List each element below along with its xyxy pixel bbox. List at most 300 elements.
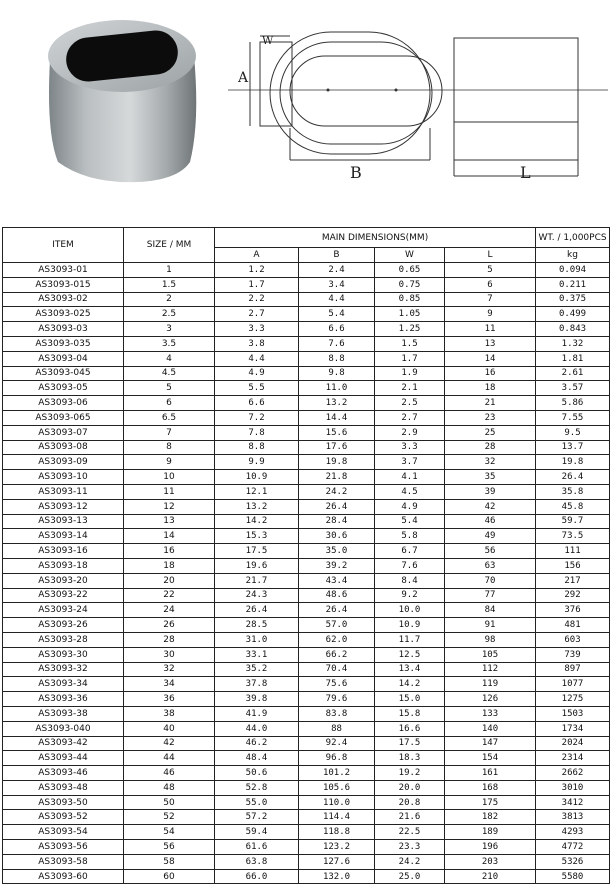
cell-size: 18 (124, 558, 215, 573)
cell-l: 49 (445, 529, 536, 544)
cell-weight: 13.7 (536, 440, 610, 455)
table-row (3, 366, 610, 381)
cell-l: 6 (445, 277, 536, 292)
cell-a: 1.7 (215, 277, 299, 292)
cell-size: 6.5 (124, 410, 215, 425)
table-row (3, 558, 610, 573)
cell-l: 91 (445, 618, 536, 633)
cell-w: 11.7 (375, 632, 445, 647)
cell-b: 8.8 (299, 351, 375, 366)
cell-l: 32 (445, 455, 536, 470)
header-weight: WT. / 1,000PCS (536, 228, 610, 248)
cell-item: AS3093-50 (3, 795, 124, 810)
label-a: A (238, 70, 249, 86)
cell-w: 18.3 (375, 751, 445, 766)
cell-weight: 3813 (536, 810, 610, 825)
cell-item: AS3093-14 (3, 529, 124, 544)
cell-weight: 0.499 (536, 307, 610, 322)
cell-item: AS3093-13 (3, 514, 124, 529)
cell-b: 24.2 (299, 484, 375, 499)
cell-size: 40 (124, 721, 215, 736)
cell-b: 105.6 (299, 780, 375, 795)
cell-w: 0.65 (375, 263, 445, 278)
cell-size: 22 (124, 588, 215, 603)
cell-a: 41.9 (215, 706, 299, 721)
cell-w: 2.1 (375, 381, 445, 396)
table-row (3, 780, 610, 795)
cell-b: 48.6 (299, 588, 375, 603)
cell-a: 19.6 (215, 558, 299, 573)
cell-weight: 19.8 (536, 455, 610, 470)
cell-l: 203 (445, 854, 536, 869)
table-row (3, 632, 610, 647)
cell-w: 0.85 (375, 292, 445, 307)
cell-size: 44 (124, 751, 215, 766)
cell-weight: 1.81 (536, 351, 610, 366)
cell-weight: 26.4 (536, 470, 610, 485)
table-row (3, 381, 610, 396)
cell-item: AS3093-045 (3, 366, 124, 381)
cell-b: 14.4 (299, 410, 375, 425)
cell-b: 5.4 (299, 307, 375, 322)
cell-item: AS3093-60 (3, 869, 124, 884)
cell-size: 38 (124, 706, 215, 721)
cell-b: 21.8 (299, 470, 375, 485)
cell-b: 57.0 (299, 618, 375, 633)
cell-l: 147 (445, 736, 536, 751)
cell-w: 20.0 (375, 780, 445, 795)
cell-l: 18 (445, 381, 536, 396)
cell-weight: 4772 (536, 840, 610, 855)
cell-a: 44.0 (215, 721, 299, 736)
cell-b: 7.6 (299, 336, 375, 351)
cell-a: 14.2 (215, 514, 299, 529)
table-row (3, 277, 610, 292)
cell-w: 0.75 (375, 277, 445, 292)
cell-w: 4.1 (375, 470, 445, 485)
table-row (3, 588, 610, 603)
cell-a: 50.6 (215, 766, 299, 781)
cell-w: 9.2 (375, 588, 445, 603)
cell-item: AS3093-18 (3, 558, 124, 573)
cell-a: 55.0 (215, 795, 299, 810)
cell-weight: 0.375 (536, 292, 610, 307)
header-unit: kg (536, 248, 610, 263)
cell-item: AS3093-24 (3, 603, 124, 618)
cell-weight: 2314 (536, 751, 610, 766)
cell-l: 42 (445, 499, 536, 514)
table-row (3, 692, 610, 707)
cell-a: 3.3 (215, 322, 299, 337)
cell-size: 8 (124, 440, 215, 455)
cell-item: AS3093-56 (3, 840, 124, 855)
cell-weight: 1077 (536, 677, 610, 692)
cell-a: 48.4 (215, 751, 299, 766)
cell-a: 8.8 (215, 440, 299, 455)
cell-l: 119 (445, 677, 536, 692)
cell-item: AS3093-025 (3, 307, 124, 322)
table-row (3, 840, 610, 855)
cell-b: 101.2 (299, 766, 375, 781)
table-row (3, 351, 610, 366)
cell-weight: 1503 (536, 706, 610, 721)
table-row (3, 514, 610, 529)
cell-w: 17.5 (375, 736, 445, 751)
cell-b: 66.2 (299, 647, 375, 662)
cell-weight: 217 (536, 573, 610, 588)
cell-b: 26.4 (299, 603, 375, 618)
cell-b: 88 (299, 721, 375, 736)
cell-b: 79.6 (299, 692, 375, 707)
table-row (3, 810, 610, 825)
cell-b: 75.6 (299, 677, 375, 692)
cell-w: 4.5 (375, 484, 445, 499)
header-b: B (299, 248, 375, 263)
cell-weight: 0.211 (536, 277, 610, 292)
table-row (3, 647, 610, 662)
table-row (3, 440, 610, 455)
cell-size: 9 (124, 455, 215, 470)
cell-a: 24.3 (215, 588, 299, 603)
cell-size: 32 (124, 662, 215, 677)
cell-l: 46 (445, 514, 536, 529)
cell-l: 189 (445, 825, 536, 840)
cell-weight: 1734 (536, 721, 610, 736)
cell-weight: 0.843 (536, 322, 610, 337)
table-row (3, 425, 610, 440)
drawing-outer-oval (270, 32, 430, 154)
cell-l: 11 (445, 322, 536, 337)
cell-l: 161 (445, 766, 536, 781)
table-row (3, 721, 610, 736)
cell-b: 39.2 (299, 558, 375, 573)
cell-w: 12.5 (375, 647, 445, 662)
cell-l: 21 (445, 396, 536, 411)
cell-a: 46.2 (215, 736, 299, 751)
cell-b: 30.6 (299, 529, 375, 544)
cell-a: 4.4 (215, 351, 299, 366)
cell-weight: 7.55 (536, 410, 610, 425)
cell-weight: 897 (536, 662, 610, 677)
cell-a: 2.7 (215, 307, 299, 322)
cell-item: AS3093-34 (3, 677, 124, 692)
cell-size: 28 (124, 632, 215, 647)
cell-weight: 3.57 (536, 381, 610, 396)
cell-l: 70 (445, 573, 536, 588)
table-row (3, 470, 610, 485)
cell-b: 118.8 (299, 825, 375, 840)
cell-size: 3 (124, 322, 215, 337)
cell-w: 15.0 (375, 692, 445, 707)
cell-a: 35.2 (215, 662, 299, 677)
cell-item: AS3093-07 (3, 425, 124, 440)
label-l: L (520, 163, 531, 182)
header-a: A (215, 248, 299, 263)
cell-item: AS3093-06 (3, 396, 124, 411)
cell-item: AS3093-28 (3, 632, 124, 647)
cell-item: AS3093-30 (3, 647, 124, 662)
technical-drawing (228, 20, 608, 190)
cell-item: AS3093-015 (3, 277, 124, 292)
cell-weight: 2662 (536, 766, 610, 781)
cell-item: AS3093-48 (3, 780, 124, 795)
cell-w: 8.4 (375, 573, 445, 588)
cell-item: AS3093-36 (3, 692, 124, 707)
cell-item: AS3093-05 (3, 381, 124, 396)
cell-size: 4.5 (124, 366, 215, 381)
cell-item: AS3093-12 (3, 499, 124, 514)
cell-l: 168 (445, 780, 536, 795)
cell-b: 6.6 (299, 322, 375, 337)
cell-b: 62.0 (299, 632, 375, 647)
cell-weight: 5580 (536, 869, 610, 884)
cell-a: 4.9 (215, 366, 299, 381)
cell-item: AS3093-32 (3, 662, 124, 677)
spec-table (2, 227, 610, 884)
cell-a: 52.8 (215, 780, 299, 795)
cell-b: 15.6 (299, 425, 375, 440)
table-row (3, 263, 610, 278)
table-row (3, 825, 610, 840)
table-row (3, 662, 610, 677)
cell-item: AS3093-58 (3, 854, 124, 869)
cell-item: AS3093-04 (3, 351, 124, 366)
cell-b: 9.8 (299, 366, 375, 381)
cell-weight: 45.8 (536, 499, 610, 514)
cell-w: 15.8 (375, 706, 445, 721)
cell-w: 1.7 (375, 351, 445, 366)
cell-size: 42 (124, 736, 215, 751)
cell-a: 1.2 (215, 263, 299, 278)
drawing-a-box (260, 42, 292, 126)
cell-size: 24 (124, 603, 215, 618)
cell-item: AS3093-065 (3, 410, 124, 425)
cell-weight: 1.32 (536, 336, 610, 351)
cell-l: 84 (445, 603, 536, 618)
cell-l: 175 (445, 795, 536, 810)
table-row (3, 322, 610, 337)
label-b: B (350, 163, 362, 182)
cell-size: 2.5 (124, 307, 215, 322)
cell-a: 12.1 (215, 484, 299, 499)
cell-weight: 73.5 (536, 529, 610, 544)
cell-weight: 35.8 (536, 484, 610, 499)
cell-l: 196 (445, 840, 536, 855)
table-row (3, 529, 610, 544)
cell-weight: 292 (536, 588, 610, 603)
table-row (3, 766, 610, 781)
cell-l: 133 (445, 706, 536, 721)
table-row (3, 869, 610, 884)
cell-w: 2.5 (375, 396, 445, 411)
ferrule-photo (28, 12, 228, 190)
cell-l: 56 (445, 544, 536, 559)
cell-l: 140 (445, 721, 536, 736)
cell-item: AS3093-38 (3, 706, 124, 721)
cell-size: 56 (124, 840, 215, 855)
cell-size: 26 (124, 618, 215, 633)
cell-w: 20.8 (375, 795, 445, 810)
table-row (3, 292, 610, 307)
cell-weight: 2.61 (536, 366, 610, 381)
table-row (3, 573, 610, 588)
label-w: W (262, 34, 274, 47)
cell-weight: 481 (536, 618, 610, 633)
cell-w: 1.25 (375, 322, 445, 337)
cell-weight: 4293 (536, 825, 610, 840)
cell-w: 5.4 (375, 514, 445, 529)
cell-a: 17.5 (215, 544, 299, 559)
header-w: W (375, 248, 445, 263)
table-row (3, 795, 610, 810)
cell-b: 11.0 (299, 381, 375, 396)
cell-a: 66.0 (215, 869, 299, 884)
table-row (3, 618, 610, 633)
cell-item: AS3093-44 (3, 751, 124, 766)
cell-l: 154 (445, 751, 536, 766)
drawing-side-view (454, 38, 578, 160)
cell-item: AS3093-22 (3, 588, 124, 603)
cell-size: 2 (124, 292, 215, 307)
cell-l: 25 (445, 425, 536, 440)
cell-b: 19.8 (299, 455, 375, 470)
cell-b: 26.4 (299, 499, 375, 514)
cell-a: 21.7 (215, 573, 299, 588)
cell-item: AS3093-08 (3, 440, 124, 455)
cell-a: 7.8 (215, 425, 299, 440)
cell-l: 105 (445, 647, 536, 662)
table-row (3, 706, 610, 721)
cell-l: 23 (445, 410, 536, 425)
cell-size: 10 (124, 470, 215, 485)
cell-item: AS3093-11 (3, 484, 124, 499)
cell-b: 110.0 (299, 795, 375, 810)
cell-w: 1.9 (375, 366, 445, 381)
cell-b: 70.4 (299, 662, 375, 677)
table-row (3, 336, 610, 351)
cell-a: 3.8 (215, 336, 299, 351)
cell-l: 9 (445, 307, 536, 322)
cell-item: AS3093-42 (3, 736, 124, 751)
cell-item: AS3093-040 (3, 721, 124, 736)
cell-size: 16 (124, 544, 215, 559)
cell-l: 63 (445, 558, 536, 573)
cell-a: 33.1 (215, 647, 299, 662)
cell-b: 2.4 (299, 263, 375, 278)
cell-weight: 156 (536, 558, 610, 573)
cell-item: AS3093-10 (3, 470, 124, 485)
cell-l: 28 (445, 440, 536, 455)
cell-item: AS3093-01 (3, 263, 124, 278)
table-row (3, 484, 610, 499)
cell-a: 59.4 (215, 825, 299, 840)
cell-w: 21.6 (375, 810, 445, 825)
cell-item: AS3093-46 (3, 766, 124, 781)
table-body (3, 263, 610, 884)
cell-b: 127.6 (299, 854, 375, 869)
table-row (3, 751, 610, 766)
header-item: ITEM (3, 228, 124, 263)
cell-w: 10.9 (375, 618, 445, 633)
cell-b: 132.0 (299, 869, 375, 884)
cell-w: 2.7 (375, 410, 445, 425)
cell-weight: 9.5 (536, 425, 610, 440)
cell-b: 43.4 (299, 573, 375, 588)
cell-b: 92.4 (299, 736, 375, 751)
drawing-outer-oval-2 (280, 42, 432, 144)
cell-size: 7 (124, 425, 215, 440)
table-row (3, 396, 610, 411)
cell-w: 4.9 (375, 499, 445, 514)
cell-a: 61.6 (215, 840, 299, 855)
cell-size: 11 (124, 484, 215, 499)
cell-a: 2.2 (215, 292, 299, 307)
cell-size: 48 (124, 780, 215, 795)
cell-item: AS3093-09 (3, 455, 124, 470)
cell-w: 19.2 (375, 766, 445, 781)
cell-size: 36 (124, 692, 215, 707)
cell-size: 12 (124, 499, 215, 514)
cell-item: AS3093-035 (3, 336, 124, 351)
table-row (3, 410, 610, 425)
cell-w: 13.4 (375, 662, 445, 677)
cell-weight: 1275 (536, 692, 610, 707)
table-row (3, 499, 610, 514)
cell-item: AS3093-16 (3, 544, 124, 559)
cell-w: 24.2 (375, 854, 445, 869)
cell-weight: 739 (536, 647, 610, 662)
cell-size: 6 (124, 396, 215, 411)
cell-size: 52 (124, 810, 215, 825)
cell-a: 13.2 (215, 499, 299, 514)
table-row (3, 544, 610, 559)
cell-size: 50 (124, 795, 215, 810)
cell-w: 3.7 (375, 455, 445, 470)
cell-a: 7.2 (215, 410, 299, 425)
table-row (3, 736, 610, 751)
cell-w: 2.9 (375, 425, 445, 440)
cell-weight: 0.094 (536, 263, 610, 278)
cell-a: 5.5 (215, 381, 299, 396)
cell-a: 31.0 (215, 632, 299, 647)
table-row (3, 603, 610, 618)
cell-size: 20 (124, 573, 215, 588)
cell-size: 1.5 (124, 277, 215, 292)
cell-a: 37.8 (215, 677, 299, 692)
cell-size: 58 (124, 854, 215, 869)
cell-l: 210 (445, 869, 536, 884)
cell-weight: 5.86 (536, 396, 610, 411)
cell-w: 7.6 (375, 558, 445, 573)
cell-l: 7 (445, 292, 536, 307)
cell-item: AS3093-02 (3, 292, 124, 307)
cell-b: 35.0 (299, 544, 375, 559)
cell-a: 9.9 (215, 455, 299, 470)
cell-w: 25.0 (375, 869, 445, 884)
cell-b: 123.2 (299, 840, 375, 855)
cell-l: 13 (445, 336, 536, 351)
cell-item: AS3093-52 (3, 810, 124, 825)
cell-weight: 3412 (536, 795, 610, 810)
cell-item: AS3093-26 (3, 618, 124, 633)
cell-size: 1 (124, 263, 215, 278)
cell-size: 60 (124, 869, 215, 884)
cell-a: 10.9 (215, 470, 299, 485)
cell-w: 23.3 (375, 840, 445, 855)
cell-a: 63.8 (215, 854, 299, 869)
cell-l: 112 (445, 662, 536, 677)
cell-weight: 376 (536, 603, 610, 618)
